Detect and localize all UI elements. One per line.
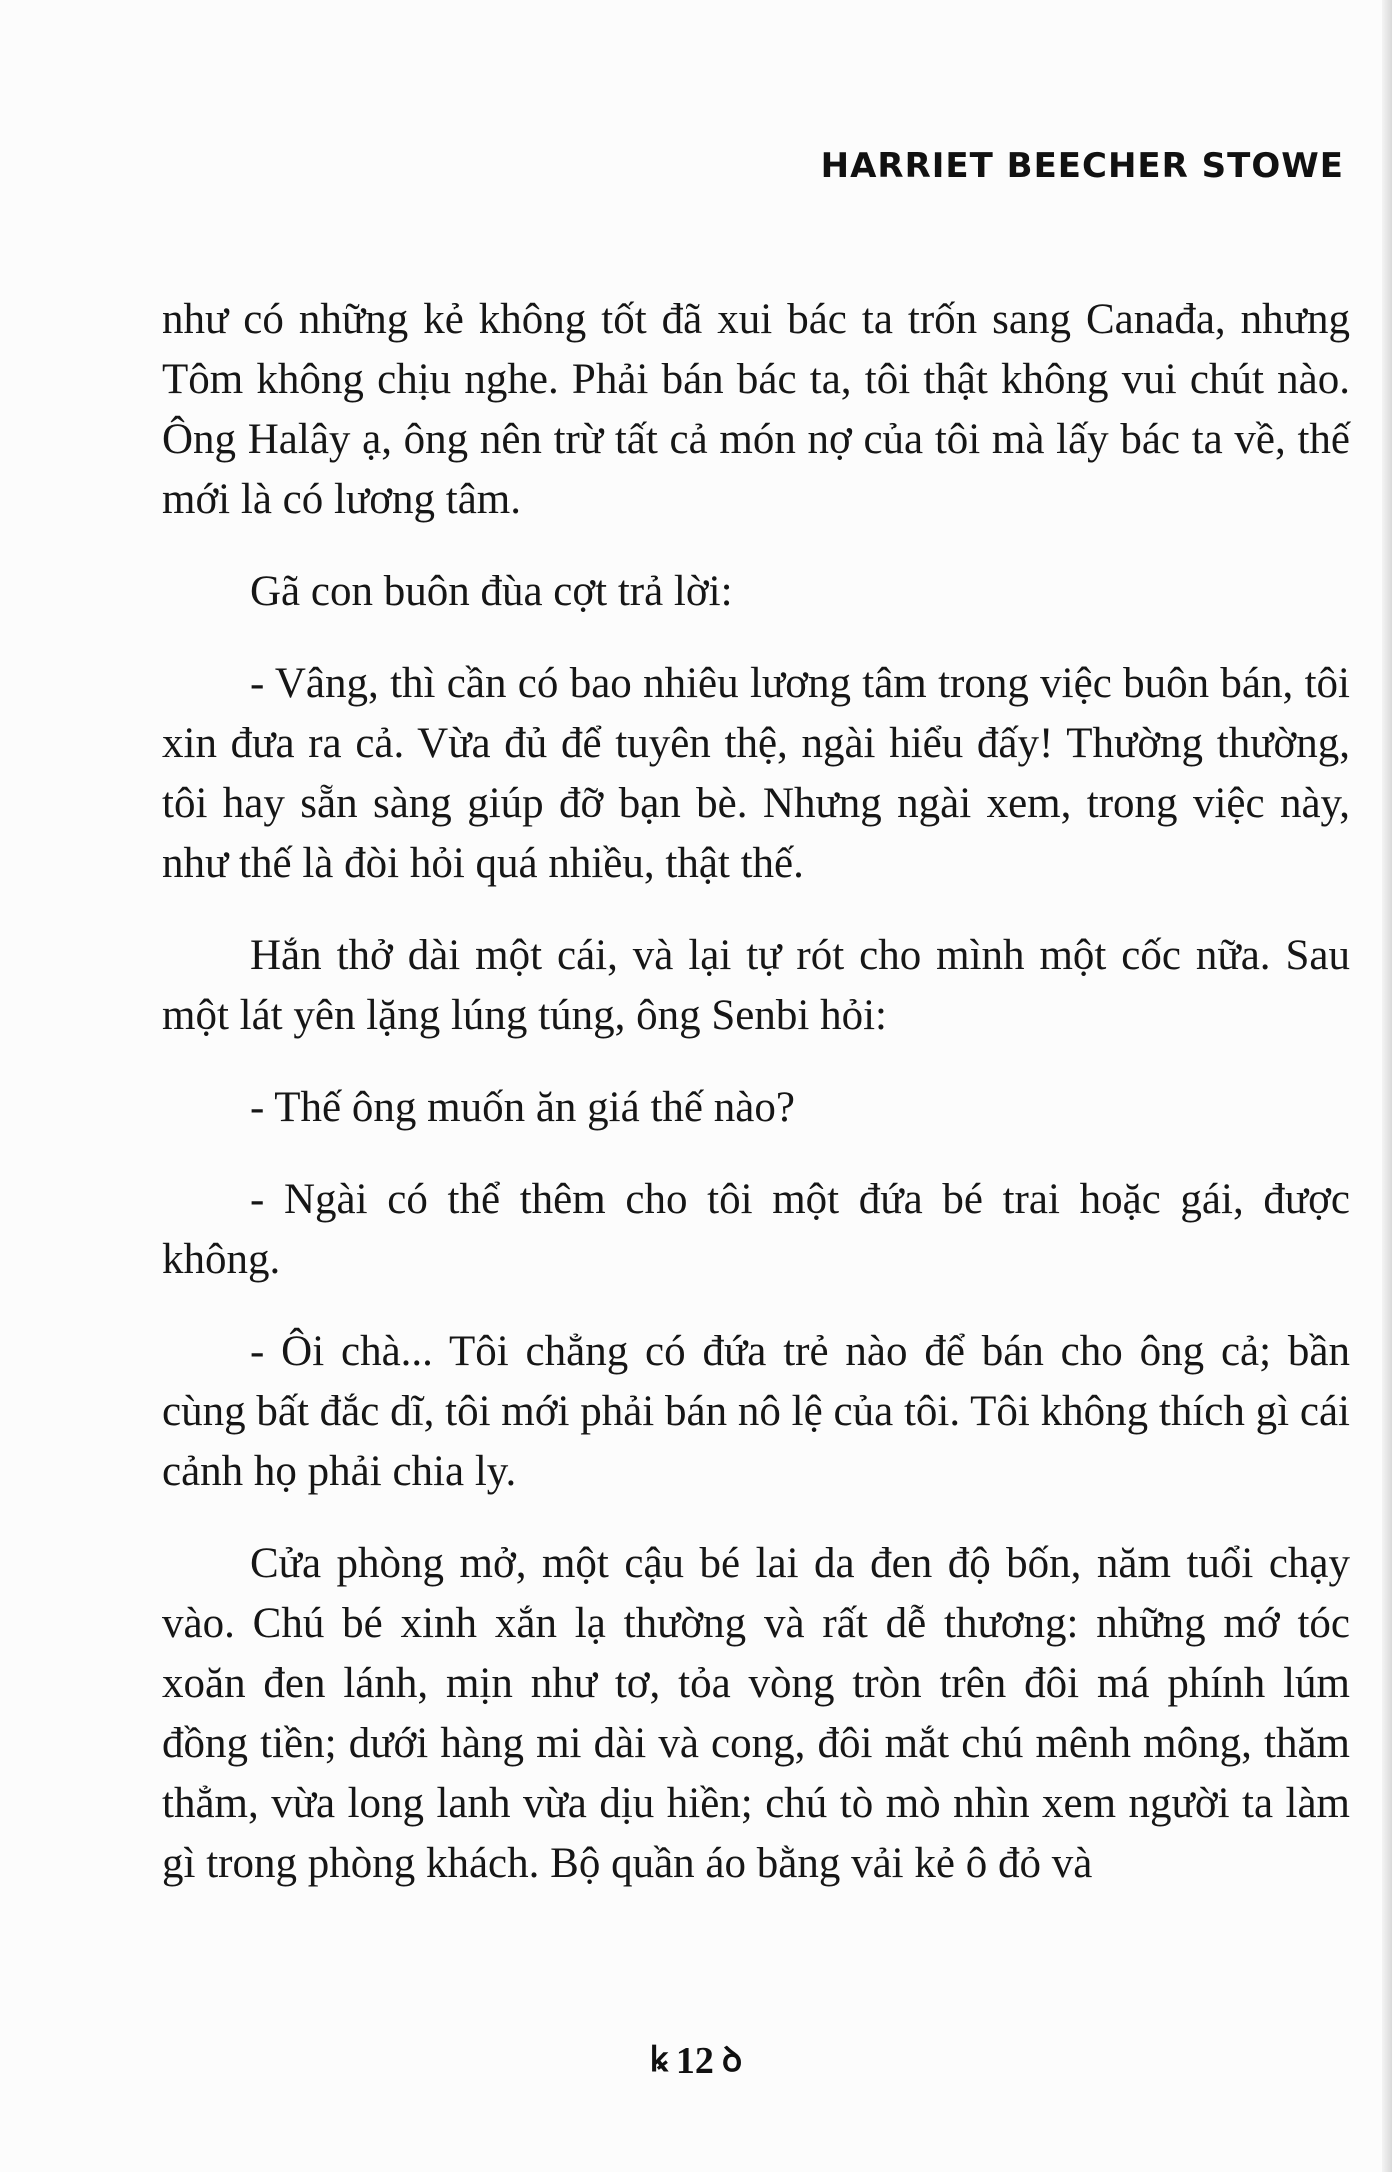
page-footer bbox=[0, 2035, 1392, 2083]
paragraph-5: - Thế ông muốn ăn giá thế nào? bbox=[250, 1084, 795, 1131]
paragraph-1: như có những kẻ không tốt đã xui bác ta trốn sang Canađa, nhưng Tôm không chịu nghe. Phải bán bác ta, tôi thật không vui chút nào. Ông Halây ạ, ông nên trừ tất cả món nợ của tôi mà lấy bác ta về, thế mới là có lương tâm. bbox=[162, 296, 1350, 523]
body-text bbox=[162, 290, 1350, 1926]
running-header-title: HARRIET BEECHER STOWE bbox=[820, 146, 1344, 186]
paragraph-7: - Ôi chà... Tôi chẳng có đứa trẻ nào để bán cho ông cả; bần cùng bất đắc dĩ, tôi mới phải bán nô lệ của tôi. Tôi không thích gì cái cảnh họ phải chia ly. bbox=[162, 1328, 1350, 1495]
right-ornament-icon: ꝺ bbox=[721, 2040, 743, 2080]
paragraph-8: Cửa phòng mở, một cậu bé lai da đen độ bốn, năm tuổi chạy vào. Chú bé xinh xắn lạ thường và rất dễ thương: những mớ tóc xoăn đen lánh, mịn như tơ, tỏa vòng tròn trên đôi má phính lúm đồng tiền; dưới hàng mi dài và cong, đôi mắt chú mênh mông, thăm thẳm, vừa long lanh vừa dịu hiền; chú tò mò nhìn xem người ta làm gì trong phòng khách. Bộ quần áo bằng vải kẻ ô đỏ và bbox=[162, 1540, 1350, 1887]
paragraph-3: - Vâng, thì cần có bao nhiêu lương tâm trong việc buôn bán, tôi xin đưa ra cả. Vừa đủ để tuyên thệ, ngài hiểu đấy! Thường thường, tôi hay sẵn sàng giúp đỡ bạn bè. Nhưng ngài xem, trong việc này, như thế là đòi hỏi quá nhiều, thật thế. bbox=[162, 660, 1350, 887]
page-number: 12 bbox=[675, 2040, 714, 2082]
paragraph-4: Hắn thở dài một cái, và lại tự rót cho mình một cốc nữa. Sau một lát yên lặng lúng túng, ông Senbi hỏi: bbox=[162, 932, 1350, 1039]
page-edge-shadow bbox=[1382, 0, 1392, 2172]
left-ornament-icon: ꝃ bbox=[649, 2040, 668, 2080]
paragraph-2: Gã con buôn đùa cợt trả lời: bbox=[250, 568, 733, 615]
paragraph-6: - Ngài có thể thêm cho tôi một đứa bé trai hoặc gái, được không. bbox=[162, 1176, 1350, 1283]
